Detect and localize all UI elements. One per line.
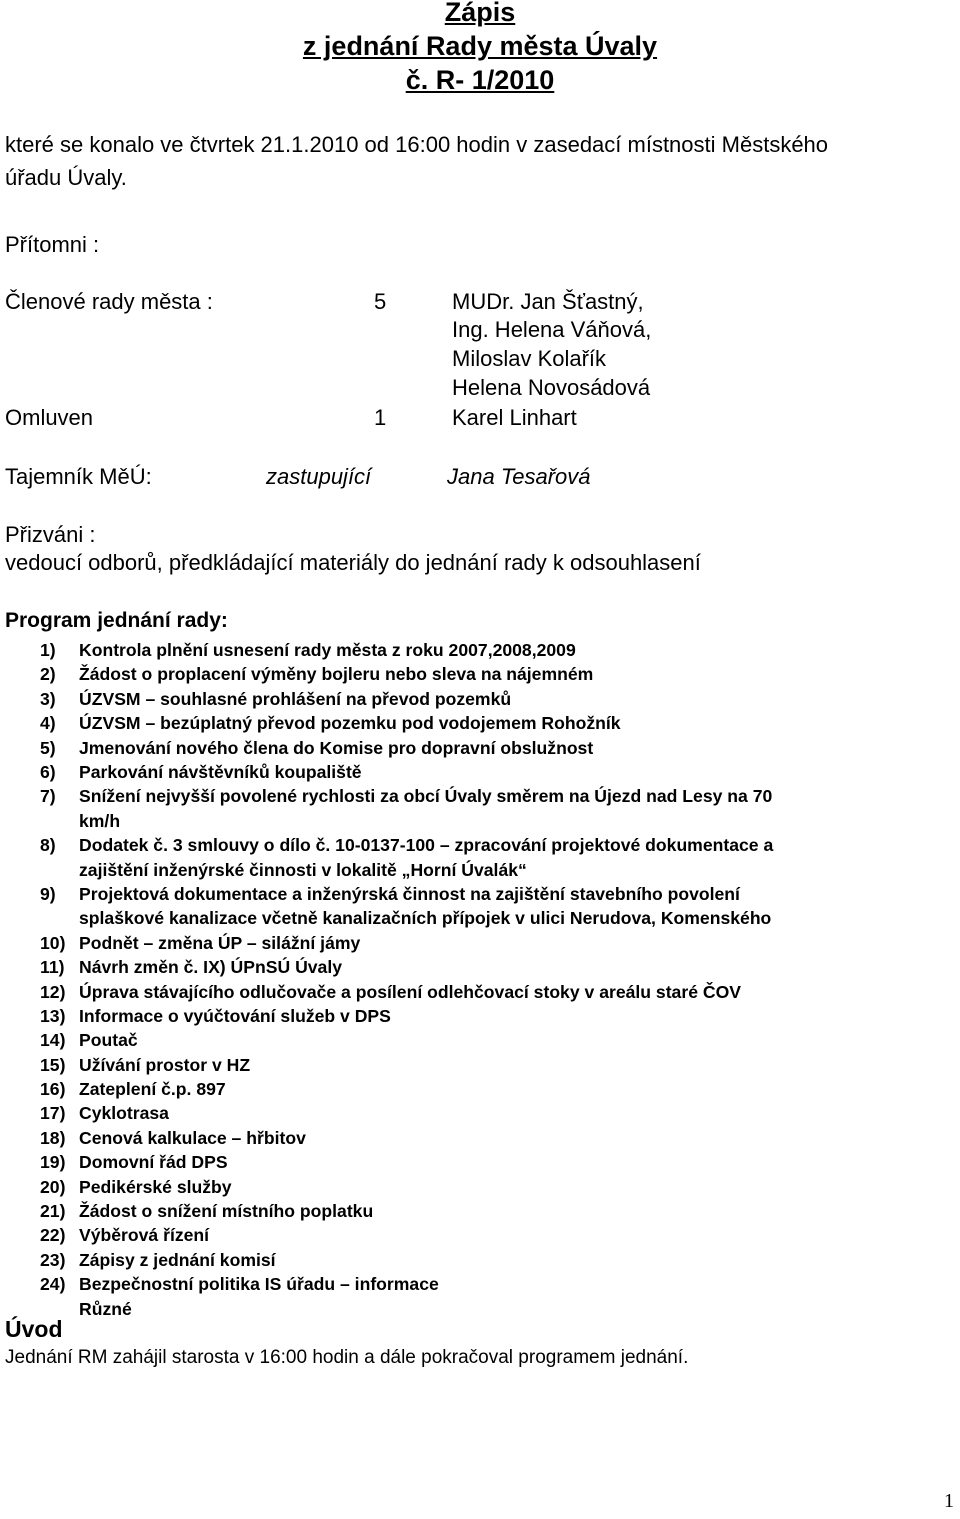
item-number: 1) xyxy=(40,640,56,660)
excused-count: 1 xyxy=(374,405,387,430)
item-number: 8) xyxy=(40,835,56,856)
member-name: MUDr. Jan Šťastný, xyxy=(452,289,644,314)
member-name: Miloslav Kolařík xyxy=(452,346,607,371)
list-item xyxy=(0,638,960,662)
item-number: 19) xyxy=(40,1152,66,1173)
item-text: Dodatek č. 3 smlouvy o dílo č. 10-0137-100 – zpracování projektové dokumentace a xyxy=(79,835,774,856)
invited-text: vedoucí odborů, předkládající materiály do jednání rady k odsouhlasení xyxy=(5,550,701,575)
document-title xyxy=(0,0,960,29)
intro-text: Jednání RM zahájil starosta v 16:00 hodin a dále pokračoval programem jednání. xyxy=(5,1347,689,1368)
item-number: 11) xyxy=(40,957,65,978)
item-number: 12) xyxy=(40,981,66,1002)
member-name: Ing. Helena Váňová, xyxy=(452,317,652,342)
list-item xyxy=(0,1272,960,1296)
list-item xyxy=(0,1150,960,1174)
list-item xyxy=(0,1126,960,1150)
program-list xyxy=(0,638,960,1321)
item-number: 21) xyxy=(40,1201,66,1222)
item-number: 24) xyxy=(40,1274,66,1295)
excused-label: Omluven xyxy=(5,405,94,430)
list-item xyxy=(0,882,960,931)
title-line-2: z jednání Rady města Úvaly xyxy=(302,31,658,61)
list-item xyxy=(0,1175,960,1199)
list-item xyxy=(0,1248,960,1272)
item-text: Zateplení č.p. 897 xyxy=(79,1079,226,1100)
item-text: Užívání prostor v HZ xyxy=(79,1054,251,1075)
members-count: 5 xyxy=(374,289,387,314)
list-item xyxy=(0,833,960,882)
item-text: Zápisy z jednání komisí xyxy=(79,1249,276,1270)
item-text: Kontrola plnění usnesení rady města z roku 2007,2008,2009 xyxy=(79,640,576,660)
item-text: Návrh změn č. IX) ÚPnSÚ Úvaly xyxy=(79,957,343,978)
item-text-continued: splaškové kanalizace včetně kanalizačních přípojek v ulici Nerudova, Komenského xyxy=(79,908,772,929)
item-number: 4) xyxy=(40,713,56,734)
list-item xyxy=(0,1053,960,1077)
page-number: 1 xyxy=(944,1490,954,1512)
item-number: 17) xyxy=(40,1103,66,1124)
item-number: 16) xyxy=(40,1079,66,1100)
excused-name: Karel Linhart xyxy=(452,405,577,430)
item-number: 18) xyxy=(40,1127,66,1148)
list-item xyxy=(0,784,960,833)
document-subtitle xyxy=(0,30,960,63)
list-item xyxy=(0,736,960,760)
list-item xyxy=(0,1223,960,1247)
list-item xyxy=(0,687,960,711)
list-item xyxy=(0,662,960,686)
item-number: 10) xyxy=(40,932,66,953)
item-text: ÚZVSM – souhlasné prohlášení na převod pozemků xyxy=(79,688,512,709)
present-label: Přítomni : xyxy=(5,232,100,257)
item-number: 14) xyxy=(40,1030,66,1051)
item-number: 15) xyxy=(40,1054,66,1075)
item-text: Cyklotrasa xyxy=(79,1103,169,1124)
intro-line-1: které se konalo ve čtvrtek 21.1.2010 od 16:00 hodin v zasedací místnosti Městského xyxy=(5,132,829,157)
item-number: 9) xyxy=(40,883,56,904)
intro-line-2: úřadu Úvaly. xyxy=(5,165,127,190)
item-number: 23) xyxy=(40,1249,66,1270)
list-item xyxy=(0,1077,960,1101)
list-item xyxy=(0,955,960,979)
list-item xyxy=(0,1199,960,1223)
intro-heading: Úvod xyxy=(5,1316,63,1342)
list-item xyxy=(0,1004,960,1028)
list-item xyxy=(0,1101,960,1125)
title-line-1: Zápis xyxy=(444,0,516,27)
document-number xyxy=(0,64,960,97)
secretary-name: Jana Tesařová xyxy=(447,464,591,489)
item-text: Informace o vyúčtování služeb v DPS xyxy=(79,1005,391,1026)
item-number: 5) xyxy=(40,737,56,758)
item-number: 3) xyxy=(40,688,56,709)
invited-label: Přizváni : xyxy=(5,522,96,547)
item-text: Žádost o proplacení výměny bojleru nebo sleva na nájemném xyxy=(79,664,594,685)
list-item xyxy=(0,931,960,955)
list-item xyxy=(0,1297,960,1321)
program-heading: Program jednání rady: xyxy=(5,609,228,632)
item-number: 6) xyxy=(40,761,56,782)
secretary-label: Tajemník MěÚ: xyxy=(5,464,152,489)
item-text-continued: km/h xyxy=(79,810,121,831)
item-text: ÚZVSM – bezúplatný převod pozemku pod vodojemem Rohožník xyxy=(79,713,621,734)
item-number: 7) xyxy=(40,786,56,807)
item-text: Snížení nejvyšší povolené rychlosti za obcí Úvaly směrem na Újezd nad Lesy na 70 xyxy=(79,786,773,807)
item-text: Domovní řád DPS xyxy=(79,1152,228,1173)
title-line-3: č. R- 1/2010 xyxy=(405,65,555,95)
secretary-role: zastupující xyxy=(266,464,372,489)
list-item xyxy=(0,980,960,1004)
item-text: Parkování návštěvníků koupaliště xyxy=(79,761,362,782)
item-number: 2) xyxy=(40,664,56,685)
list-item xyxy=(0,760,960,784)
item-number: 13) xyxy=(40,1005,66,1026)
item-text: Úprava stávajícího odlučovače a posílení odlehčovací stoky v areálu staré ČOV xyxy=(79,981,741,1002)
item-text: Poutač xyxy=(79,1030,138,1051)
item-number: 20) xyxy=(40,1176,66,1197)
list-item xyxy=(0,711,960,735)
item-text: Bezpečnostní politika IS úřadu – informace xyxy=(79,1274,439,1295)
item-text: Cenová kalkulace – hřbitov xyxy=(79,1127,306,1148)
item-text: Jmenování nového člena do Komise pro dopravní obslužnost xyxy=(79,737,594,758)
list-item xyxy=(0,1028,960,1052)
members-label: Členové rady města : xyxy=(5,289,213,314)
item-text: Pedikérské služby xyxy=(79,1176,232,1197)
item-text: Podnět – změna ÚP – silážní jámy xyxy=(79,932,361,953)
item-text: Různé xyxy=(79,1298,132,1319)
item-number: 22) xyxy=(40,1225,66,1246)
member-name: Helena Novosádová xyxy=(452,375,651,400)
item-text: Výběrová řízení xyxy=(79,1225,210,1246)
item-text-continued: zajištění inženýrské činnosti v lokalitě „Horní Úvalák“ xyxy=(79,859,527,880)
item-text: Žádost o snížení místního poplatku xyxy=(79,1201,374,1222)
item-text: Projektová dokumentace a inženýrská činnost na zajištění stavebního povolení xyxy=(79,883,740,904)
